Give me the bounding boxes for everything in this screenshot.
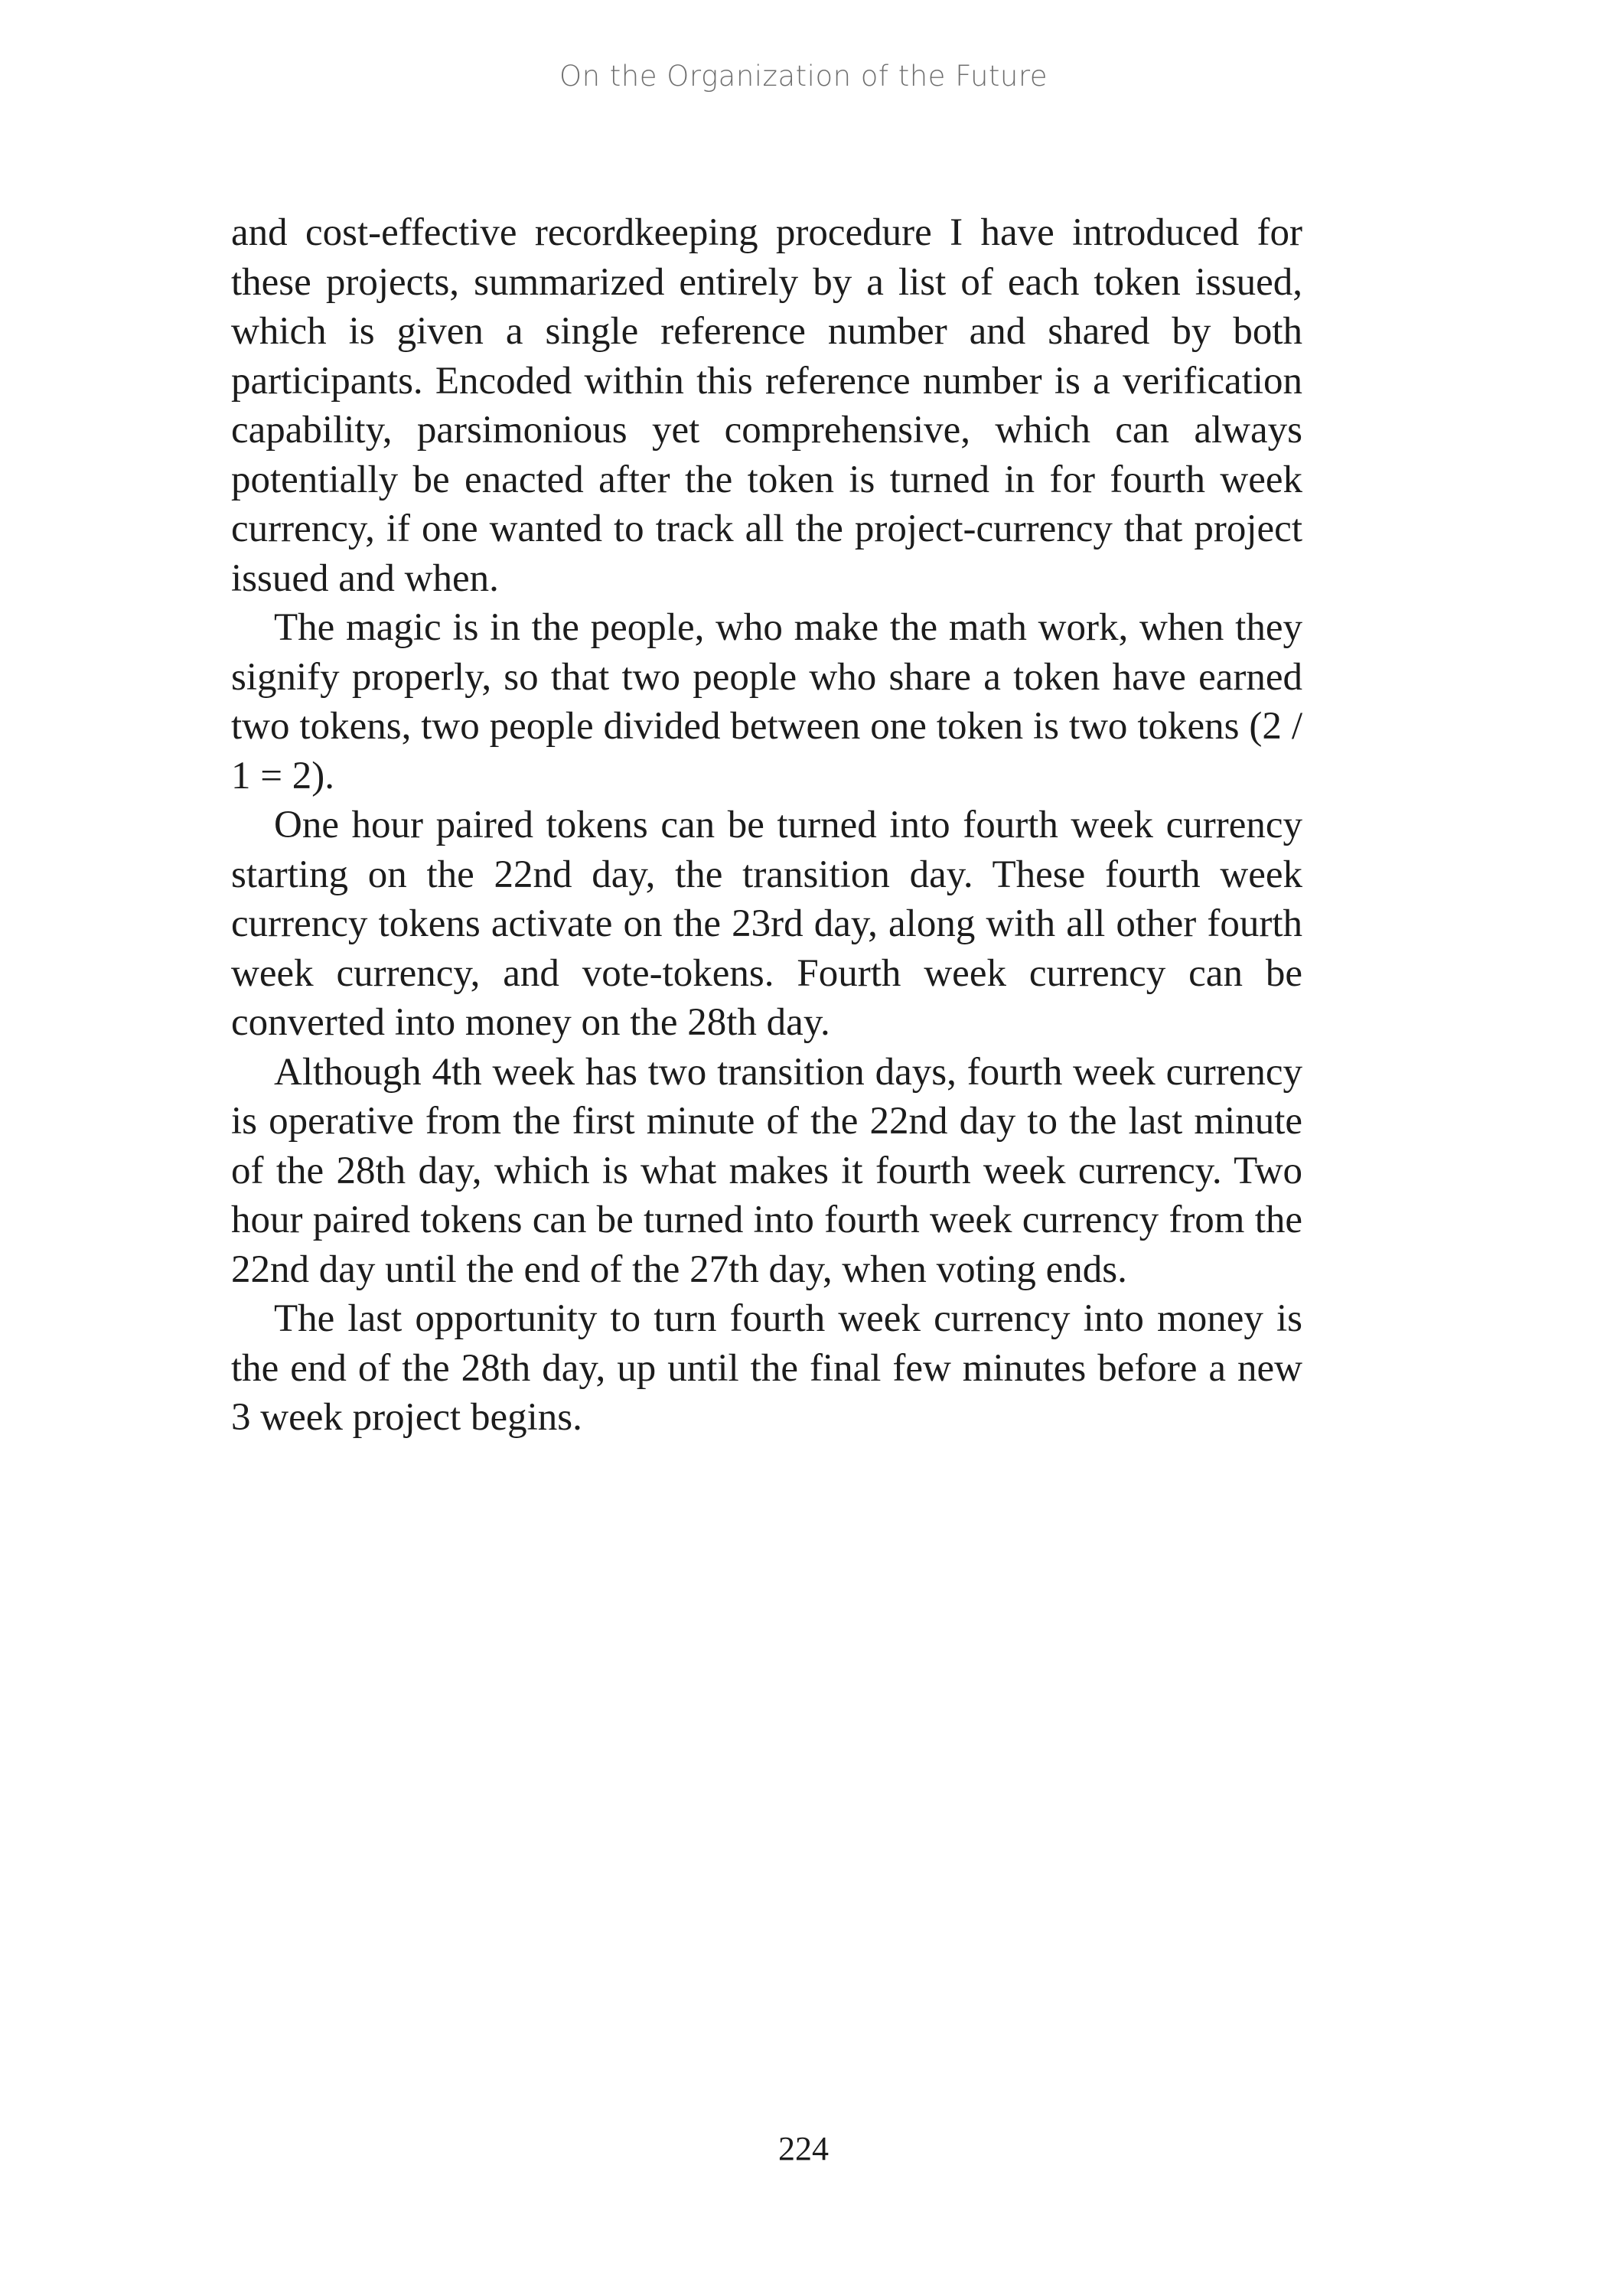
paragraph: One hour paired tokens can be turned into fourth week currency starting on the 22nd day, the transition day. These fourth week currency tokens activate on the 23rd day, along with all other fourth week currency, and vote-tokens. Fourth week currency can be converted into money on the 28th day. (231, 804, 1302, 1044)
paragraph: The last opportunity to turn fourth week currency into money is the end of the 28th day, up until the final few minutes before a new 3 week project begins. (231, 1297, 1302, 1439)
body-text (231, 208, 1302, 1443)
page-number: 224 (778, 2130, 829, 2167)
paragraph: Although 4th week has two transition days, fourth week currency is operative from the first minute of the 22nd day to the last minute of the 28th day, which is what makes it fourth week currency. Two hour paired tokens can be turned into fourth week currency from the 22nd day until the end of the 27th day, when voting ends. (231, 1050, 1302, 1291)
paragraph-continuation: and cost-effective recordkeeping procedure I have introduced for these projects, summarized entirely by a list of each token issued, which is given a single reference number and shared by both participants. Encoded within this reference number is a verification capability, parsimonious yet comprehensive, which can always potentially be enacted after the token is turned in for fourth week currency, if one wanted to track all the project-currency that project issued and when. (231, 211, 1302, 600)
running-header-title: On the Organization of the Future (559, 60, 1048, 93)
paragraph: The magic is in the people, who make the math work, when they signify properly, so that two people who share a token have earned two tokens, two people divided between one token is two tokens (2 / 1 = 2). (231, 606, 1302, 797)
